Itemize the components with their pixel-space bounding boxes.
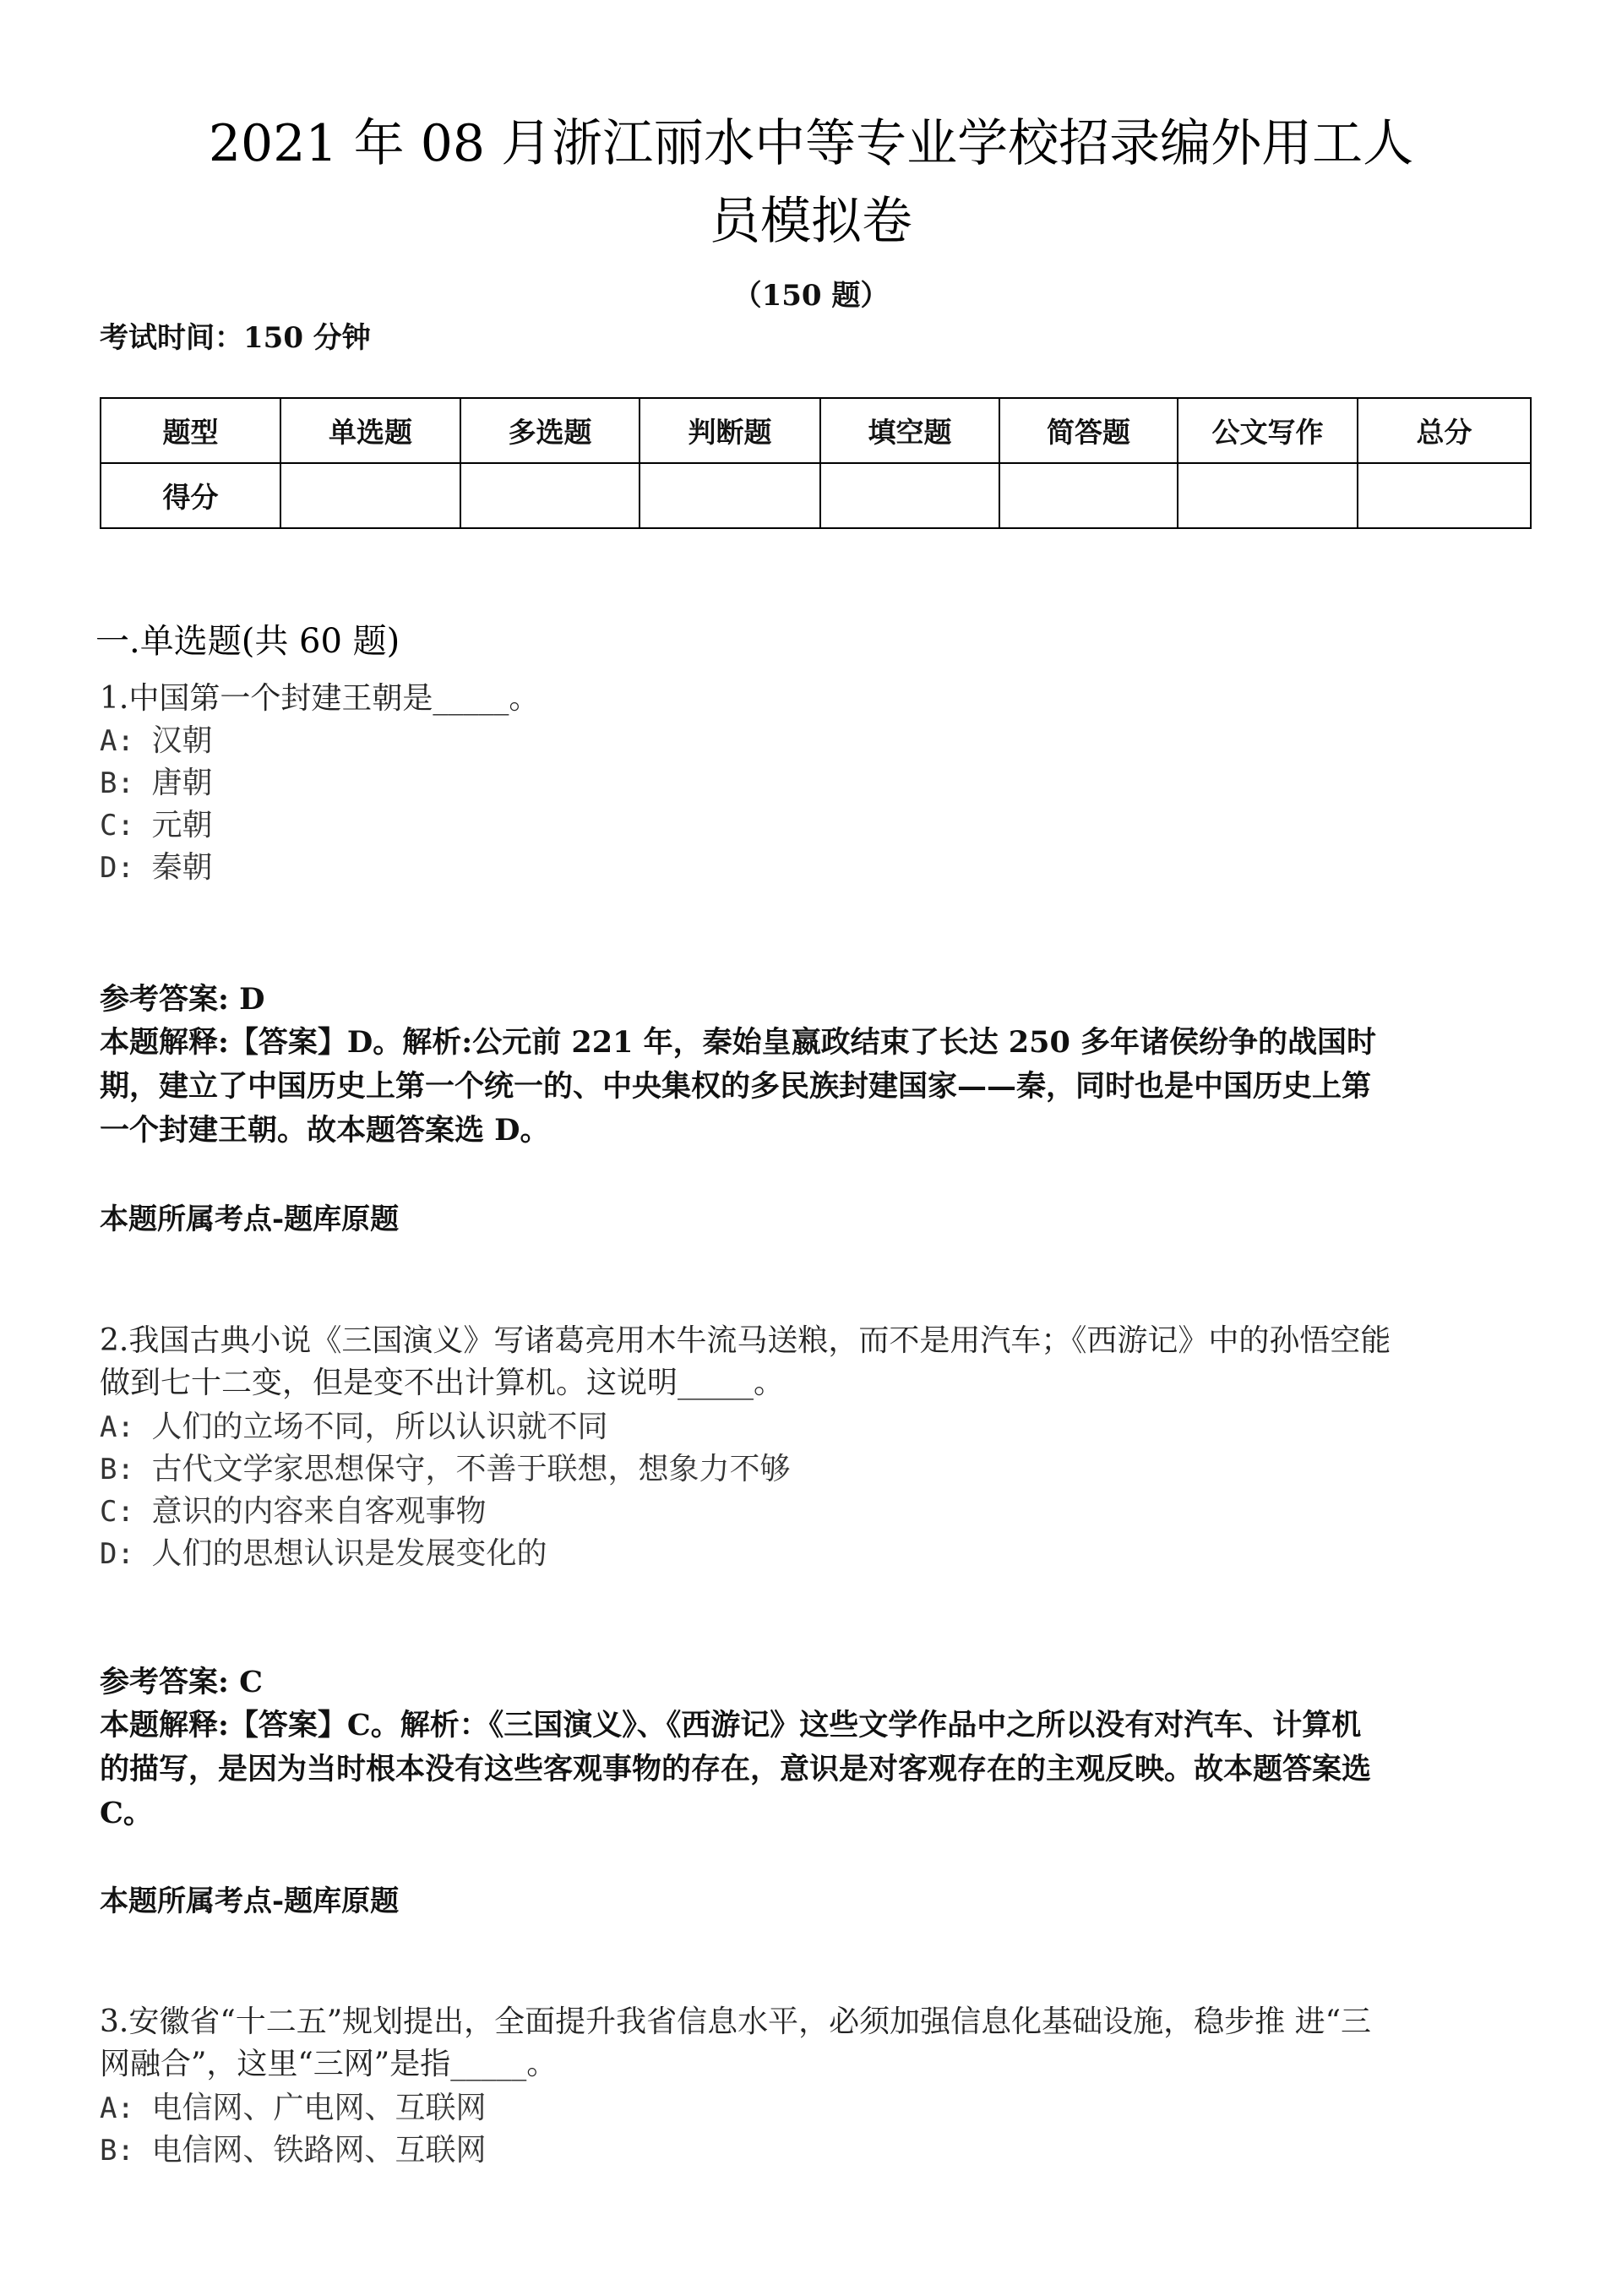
option-key: A:	[100, 724, 134, 758]
option-key: B:	[100, 766, 134, 800]
question-1-answer: 参考答案: D	[100, 982, 265, 1017]
explanation-line: 本题解释:【答案】C。解析：《三国演义》、《西游记》这些文学作品中之所以没有对汽车、计算机	[100, 1708, 1362, 1742]
score-header-cell: 单选题	[280, 398, 460, 463]
score-cell	[1358, 463, 1531, 528]
explanation-line: 一个封建王朝。故本题答案选 D。	[100, 1113, 550, 1148]
score-header-cell: 题型	[101, 398, 280, 463]
option-key: A:	[100, 2091, 134, 2125]
question-1-option-d	[100, 847, 212, 889]
explanation-line: C。	[100, 1796, 153, 1830]
score-header-cell: 公文写作	[1178, 398, 1358, 463]
question-count: （150 题）	[732, 279, 890, 313]
score-cell	[280, 463, 460, 528]
question-2-option-a	[100, 1406, 607, 1448]
score-row-label: 得分	[101, 463, 280, 528]
option-key: C:	[100, 809, 134, 843]
section-title: 一.单选题(共 60 题)	[95, 622, 400, 661]
option-key: D:	[100, 851, 134, 885]
question-1-option-b	[100, 762, 212, 804]
question-2-option-c	[100, 1491, 486, 1533]
question-stem-line: 2.我国古典小说《三国演义》写诸葛亮用木牛流马送粮，而不是用汽车；《西游记》中的孙悟空能	[100, 1323, 1391, 1358]
question-1-explanation	[100, 1021, 1536, 1153]
explanation-line: 的描写，是因为当时根本没有这些客观事物的存在，意识是对客观存在的主观反映。故本题答案选	[100, 1752, 1372, 1786]
option-key: B:	[100, 2134, 134, 2168]
question-stem-line: 3.安徽省“十二五”规划提出，全面提升我省信息水平，必须加强信息化基础设施，稳步推 进“三	[100, 2004, 1372, 2039]
score-table-header-row	[101, 398, 1531, 463]
option-text: 唐朝	[151, 766, 213, 800]
option-text: 元朝	[151, 808, 213, 843]
option-text: 意识的内容来自客观事物	[151, 1494, 487, 1529]
question-1-stem	[100, 678, 1536, 720]
option-key: A:	[100, 1410, 134, 1444]
option-text: 人们的思想认识是发展变化的	[151, 1536, 547, 1571]
score-table-score-row	[101, 463, 1531, 528]
question-2-explanation	[100, 1704, 1536, 1835]
question-1-option-a	[100, 720, 212, 762]
exam-time: 考试时间：150 分钟	[100, 321, 371, 355]
question-3-option-a	[100, 2087, 486, 2130]
score-header-cell: 判断题	[640, 398, 820, 463]
score-cell	[999, 463, 1178, 528]
document-title-line-2: 员模拟卷	[710, 192, 912, 251]
explanation-line: 期，建立了中国历史上第一个统一的、中央集权的多民族封建国家——秦，同时也是中国历史上第	[100, 1069, 1372, 1104]
option-text: 电信网、铁路网、互联网	[151, 2133, 487, 2168]
score-header-cell: 简答题	[999, 398, 1178, 463]
question-stem-line: 做到七十二变，但是变不出计算机。这说明_____。	[100, 1366, 785, 1400]
question-1-point: 本题所属考点-题库原题	[100, 1203, 400, 1236]
option-text: 汉朝	[151, 723, 213, 758]
question-3-option-b	[100, 2130, 486, 2172]
score-header-cell: 填空题	[820, 398, 999, 463]
option-text: 古代文学家思想保守，不善于联想，想象力不够	[151, 1452, 791, 1486]
document-title-line-1: 2021 年 08 月浙江丽水中等专业学校招录编外用工人	[208, 114, 1414, 173]
question-2-point: 本题所属考点-题库原题	[100, 1884, 400, 1918]
question-stem-line: 1.中国第一个封建王朝是_____。	[100, 681, 540, 716]
score-header-cell: 多选题	[460, 398, 640, 463]
question-2-answer: 参考答案: C	[100, 1665, 263, 1699]
score-header-cell: 总分	[1358, 398, 1531, 463]
score-cell	[820, 463, 999, 528]
option-key: B:	[100, 1453, 134, 1486]
score-cell	[460, 463, 640, 528]
question-stem-line: 网融合”，这里“三网”是指_____。	[100, 2047, 558, 2081]
option-key: D:	[100, 1537, 134, 1571]
score-cell	[1178, 463, 1358, 528]
score-table	[100, 397, 1532, 529]
question-2-stem	[100, 1320, 1536, 1404]
score-cell	[640, 463, 820, 528]
option-text: 秦朝	[151, 850, 213, 885]
question-2-option-b	[100, 1448, 790, 1491]
explanation-line: 本题解释:【答案】D。解析:公元前 221 年，秦始皇嬴政结束了长达 250 多年诸侯纷争的战国时	[100, 1025, 1377, 1060]
question-3-stem	[100, 2001, 1536, 2086]
option-text: 电信网、广电网、互联网	[151, 2091, 487, 2125]
question-1-option-c	[100, 804, 212, 847]
option-text: 人们的立场不同，所以认识就不同	[151, 1410, 608, 1444]
question-2-option-d	[100, 1533, 547, 1575]
option-key: C:	[100, 1495, 134, 1529]
